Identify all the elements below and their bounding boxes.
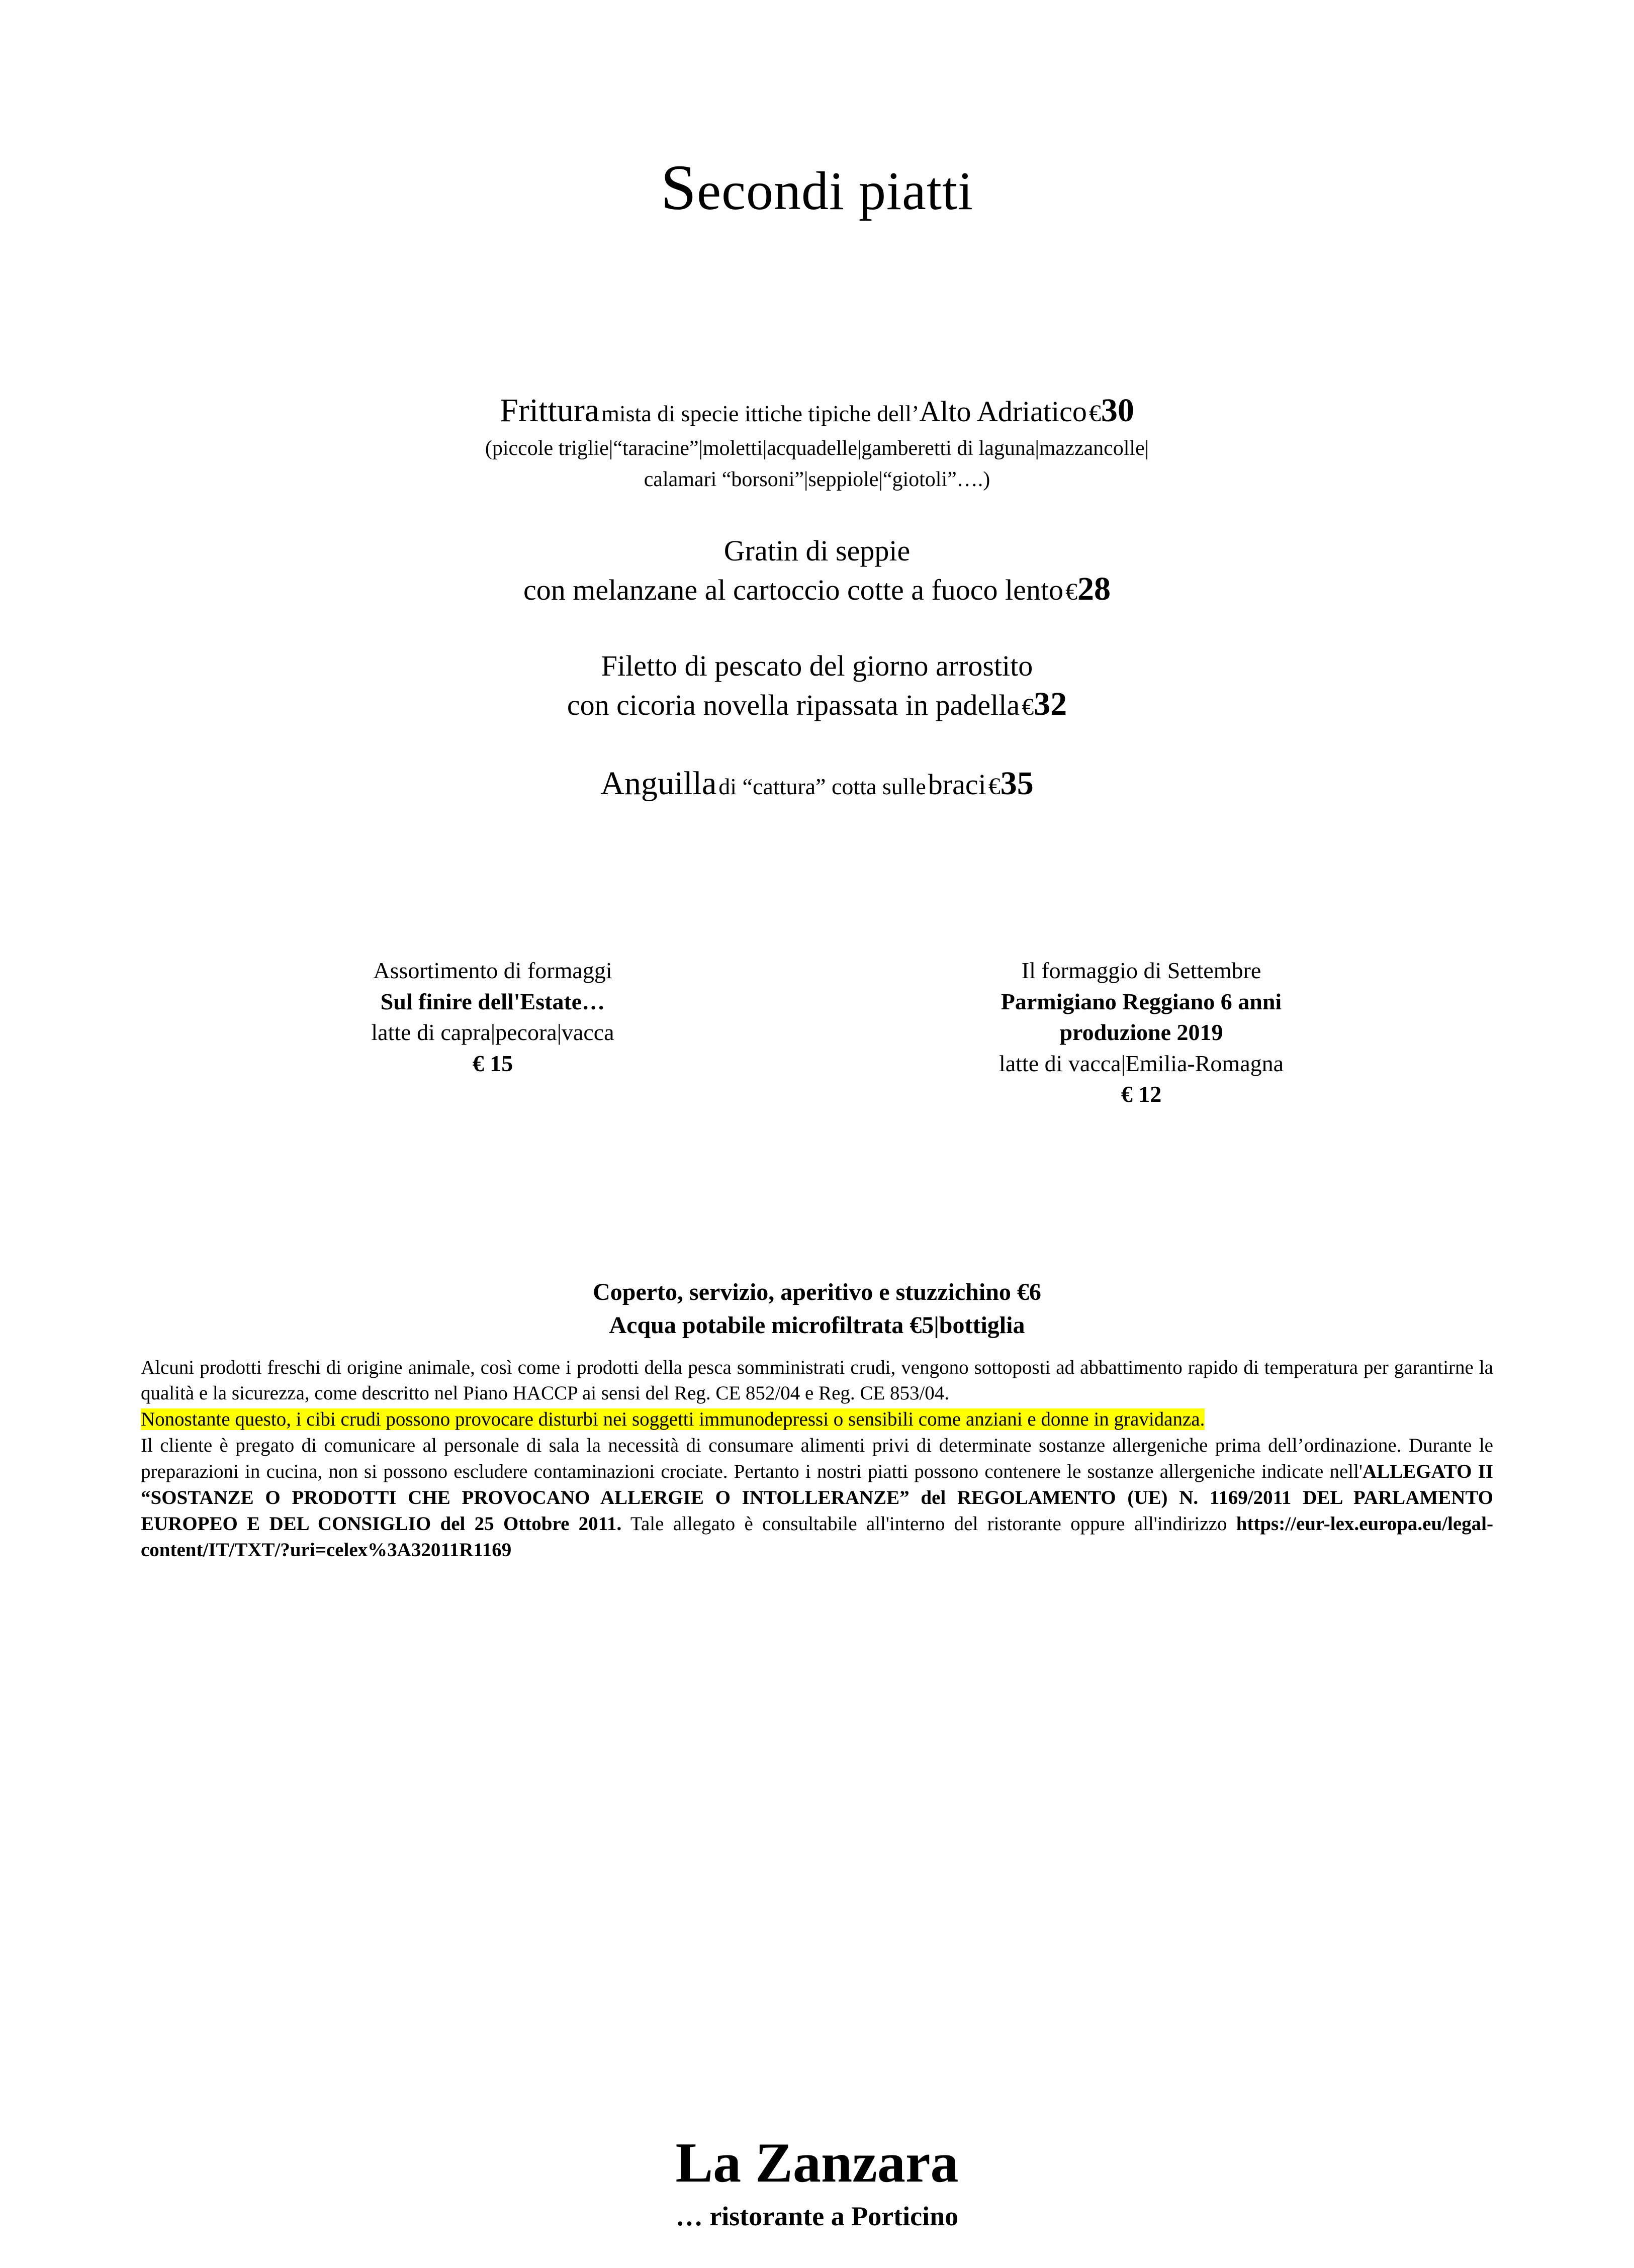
dish-list xyxy=(0,391,1634,804)
water-charge-line: Acqua potabile microfiltrata €5|bottiglia xyxy=(609,1312,1025,1339)
dish-item xyxy=(0,391,1634,494)
currency-symbol: € xyxy=(1088,400,1101,427)
dish-second-line xyxy=(0,684,1634,725)
dish-price: 35 xyxy=(1000,765,1034,802)
restaurant-tagline: … ristorante a Porticino xyxy=(675,2201,959,2231)
dish-description: mista di specie ittiche tipiche dell’ xyxy=(601,401,920,426)
haccp-paragraph: Alcuni prodotti freschi di origine animale, così come i prodotti della pesca somministrati crudi, vengono sottoposti ad abbattimento rapido di temperatura per garantirne la qualità e la sicurezza, come descritto nel Piano HACCP ai sensi del Reg. CE 852/04 e Reg. CE 853/04. xyxy=(141,1356,1493,1404)
allergen-regulation-url[interactable]: https://eur-lex.europa.eu/legal-content/IT/TXT/?uri=celex%3A32011R1169 xyxy=(141,1513,1493,1561)
allergen-paragraph xyxy=(141,1433,1493,1563)
cheese-milk-origin: latte di vacca|Emilia-Romagna xyxy=(998,1050,1284,1076)
currency-symbol: € xyxy=(988,773,1001,800)
dish-item xyxy=(0,533,1634,609)
dish-title-line xyxy=(0,391,1634,431)
restaurant-name: La Zanzara xyxy=(675,2132,959,2194)
dish-description: con cicoria novella ripassata in padella xyxy=(567,688,1020,721)
dish-price: 30 xyxy=(1101,392,1134,429)
dish-price: 28 xyxy=(1077,570,1111,607)
dish-second-line xyxy=(0,569,1634,610)
dish-description-emphasis: braci xyxy=(928,768,986,801)
dish-note-line-2: calamari “borsoni”|seppiole|“giotoli”….) xyxy=(644,468,990,492)
dish-title-line: Gratin di seppie xyxy=(723,534,911,567)
cheese-milk-types: latte di capra|pecora|vacca xyxy=(371,1019,614,1046)
cheese-production-year: produzione 2019 xyxy=(1059,1019,1223,1046)
dish-note-line-1: (piccole triglie|“taracine”|moletti|acquadelle|gamberetti di laguna|mazzancolle| xyxy=(485,436,1149,460)
allergen-text-intro: Il cliente è pregato di comunicare al personale di sala la necessità di consumare alimenti privi di determinate sostanze allergeniche prima dell’ordinazione. Durante le preparazioni in cucina, non si possono escludere contaminazioni crociate. Pertanto i nostri piatti possono contenere le sostanze allergeniche indicate nell' xyxy=(141,1435,1493,1482)
page-title-initial: S xyxy=(660,152,697,223)
dish-description-emphasis: Alto Adriatico xyxy=(919,395,1087,428)
cheese-of-the-month-block xyxy=(900,955,1383,1110)
dish-name: Frittura xyxy=(500,392,600,429)
page-title-rest: econdi piatti xyxy=(697,161,974,221)
cheese-heading: Il formaggio di Settembre xyxy=(1021,957,1261,983)
cheese-section xyxy=(0,955,1634,1110)
cheese-subtitle: Sul finire dell'Estate… xyxy=(380,988,605,1014)
currency-symbol: € xyxy=(1065,578,1078,605)
cheese-name: Parmigiano Reggiano 6 anni xyxy=(1001,988,1282,1014)
dish-description: con melanzane al cartoccio cotte a fuoco lento xyxy=(523,573,1064,606)
dish-description: di “cattura” cotta sulle xyxy=(718,774,926,800)
dish-item xyxy=(0,764,1634,804)
highlighted-warning-text: Nonostante questo, i cibi crudi possono provocare disturbi nei soggetti immunodepressi o sensibili come anziani e donne in gravidanza. xyxy=(141,1408,1205,1431)
dish-name: Anguilla xyxy=(600,765,717,802)
dish-price: 32 xyxy=(1034,685,1067,722)
allergen-regulation-reference: ALLEGATO II “SOSTANZE O PRODOTTI CHE PROVOCANO ALLERGIE O INTOLLERANZE” del REGOLAMENTO (UE) N. 1169/2011 DEL PARLAMENTO EUROPEO E DEL CONSIGLIO del 25 Ottobre 2011. xyxy=(141,1460,1493,1535)
service-charges xyxy=(0,1276,1634,1342)
cheese-price: € 15 xyxy=(472,1050,513,1076)
restaurant-footer xyxy=(0,2131,1634,2232)
cheese-price: € 12 xyxy=(1121,1081,1162,1107)
allergen-text-outro: Tale allegato è consultabile all'interno del ristorante oppure all'indirizzo xyxy=(621,1513,1236,1535)
dish-title-line: Filetto di pescato del giorno arrostito xyxy=(601,649,1033,683)
cover-charge-line: Coperto, servizio, aperitivo e stuzzichino €6 xyxy=(593,1279,1041,1306)
dish-title-line xyxy=(0,764,1634,804)
cheese-heading: Assortimento di formaggi xyxy=(373,957,612,983)
page-title xyxy=(0,151,1634,225)
legal-notice xyxy=(141,1355,1493,1563)
cheese-assortment-block xyxy=(251,955,734,1110)
dish-item xyxy=(0,648,1634,724)
raw-food-warning xyxy=(141,1406,1493,1433)
currency-symbol: € xyxy=(1022,693,1034,720)
